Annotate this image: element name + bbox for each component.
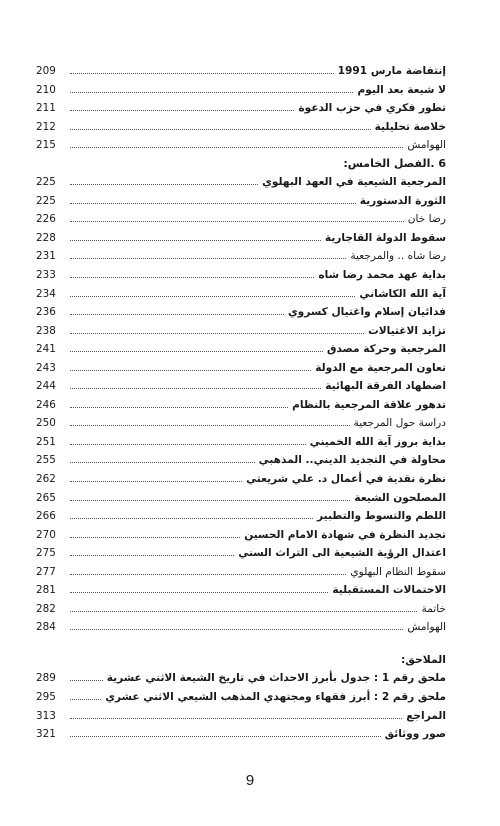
dot-leader	[70, 388, 321, 389]
toc-entry-page: 284	[36, 621, 56, 634]
toc-entry-page: 228	[36, 231, 56, 244]
spacer	[36, 637, 446, 651]
toc-entry	[36, 266, 446, 285]
toc-entry-title: سقوط النظام البهلوي	[350, 565, 446, 578]
dot-leader	[70, 221, 404, 222]
chapter-heading: 6 .الفصل الخامس:	[343, 156, 446, 170]
toc-entry-title: سقوط الدولة القاجارية	[324, 231, 446, 244]
toc-entry-page: 251	[36, 435, 56, 448]
dot-leader	[70, 592, 328, 593]
toc-entry-title: بداية بروز آية الله الخميني	[309, 435, 446, 448]
toc-entry-title: المصلحون الشيعة	[354, 491, 446, 504]
dot-leader	[70, 370, 311, 371]
toc-entry-page: 282	[36, 602, 56, 615]
dot-leader	[70, 184, 258, 185]
dot-leader	[70, 611, 417, 612]
toc-entry-page: 226	[36, 213, 56, 226]
dot-leader	[70, 203, 356, 204]
toc-entry	[36, 544, 446, 563]
toc-entry-page: 236	[36, 306, 56, 319]
toc-entry	[36, 451, 446, 470]
dot-leader	[70, 407, 288, 408]
toc-entry	[36, 192, 446, 211]
toc-entry-page: 270	[36, 528, 56, 541]
toc-entry-title: صور ووثائق	[384, 728, 446, 741]
toc-entry	[36, 600, 446, 619]
toc-entry	[36, 669, 446, 688]
toc-entry	[36, 526, 446, 545]
dot-leader	[70, 574, 346, 575]
toc-entry	[36, 507, 446, 526]
toc-entry	[36, 359, 446, 378]
toc-entry-page: 231	[36, 250, 56, 263]
toc-entry	[36, 414, 446, 433]
toc-entry-title: رضا خان	[407, 213, 446, 226]
toc-entry	[36, 377, 446, 396]
toc-entry-page: 234	[36, 287, 56, 300]
toc-entry-title: إنتفاضة مارس 1991	[337, 65, 446, 77]
dot-leader	[70, 258, 346, 259]
toc-entry	[36, 99, 446, 118]
dot-leader	[70, 629, 403, 630]
toc-entry	[36, 688, 446, 707]
dot-leader	[70, 351, 323, 352]
toc-entry-title: آية الله الكاشاني	[359, 287, 446, 300]
dot-leader	[70, 555, 234, 556]
toc-entry-page: 212	[36, 120, 56, 133]
toc-entry-page: 246	[36, 398, 56, 411]
toc-entry-page: 225	[36, 194, 56, 207]
toc-entry-title: الثورة الدستورية	[359, 194, 446, 207]
toc-entry-title: الهوامش	[407, 621, 446, 634]
toc-entry-title: نظرة نقدية في أعمال د. علي شريعتي	[246, 473, 446, 486]
dot-leader	[70, 680, 103, 681]
toc-entry	[36, 581, 446, 600]
toc-entry	[36, 396, 446, 415]
table-of-contents	[36, 62, 446, 744]
toc-entry-title: تطور فكري في حزب الدعوة	[298, 102, 446, 115]
toc-entry-title: محاولة في التجديد الديني.. المذهبي	[258, 454, 446, 467]
toc-entry-title: خلاصة تحليلية	[374, 120, 446, 133]
toc-entry-title: الهوامش	[407, 139, 446, 152]
dot-leader	[70, 296, 355, 297]
toc-entry	[36, 229, 446, 248]
toc-entry-page: 262	[36, 473, 56, 486]
toc-entry-page: 281	[36, 584, 56, 597]
dot-leader	[70, 537, 240, 538]
toc-group-chapter-five	[36, 173, 446, 637]
toc-entry-page: 238	[36, 324, 56, 337]
dot-leader	[70, 277, 314, 278]
toc-entry-title: تجديد النظرة في شهادة الامام الحسين	[244, 528, 446, 541]
toc-entry-title: فدائيان إسلام واغتيال كسروي	[287, 306, 446, 319]
toc-entry-title: المرجعية وحركة مصدق	[326, 343, 446, 356]
toc-entry-page: 289	[36, 672, 56, 685]
toc-entry	[36, 433, 446, 452]
toc-entry-title: المرجعية الشيعية في العهد البهلوي	[262, 176, 446, 189]
dot-leader	[70, 518, 313, 519]
toc-entry-page: 210	[36, 83, 56, 96]
dot-leader	[70, 314, 284, 315]
dot-leader	[70, 129, 371, 130]
toc-entry-page: 295	[36, 691, 56, 703]
toc-entry-title: اللطم والتسوط والتطبير	[317, 510, 446, 523]
appendix-heading: الملاحق:	[400, 652, 446, 666]
page-number: 9	[245, 772, 255, 789]
toc-entry-page: 277	[36, 565, 56, 578]
dot-leader	[70, 73, 334, 74]
toc-entry-page: 244	[36, 380, 56, 393]
toc-entry	[36, 618, 446, 637]
toc-entry	[36, 210, 446, 229]
dot-leader	[70, 444, 306, 445]
toc-entry-page: 209	[36, 65, 56, 77]
toc-entry	[36, 247, 446, 266]
toc-entry	[36, 707, 446, 726]
dot-leader	[70, 92, 353, 93]
toc-group-previous-chapter	[36, 62, 446, 155]
dot-leader	[70, 500, 350, 501]
toc-entry-title: لا شيعة بعد اليوم	[357, 83, 446, 96]
toc-entry	[36, 322, 446, 341]
dot-leader	[70, 425, 350, 426]
toc-entry-page: 255	[36, 454, 56, 467]
dot-leader	[70, 240, 321, 241]
toc-entry-page: 265	[36, 491, 56, 504]
toc-entry	[36, 136, 446, 155]
toc-entry-title: خاتمة	[421, 602, 446, 615]
toc-entry-page: 250	[36, 417, 56, 430]
toc-entry-title: تدهور علاقة المرجعية بالنظام	[292, 398, 446, 411]
toc-entry-title: اعتدال الرؤية الشيعية الى التراث السني	[238, 547, 446, 560]
toc-entry-page: 266	[36, 510, 56, 523]
toc-entry-page: 241	[36, 343, 56, 356]
toc-entry-title: اضطهاد الفرقة البهائية	[325, 380, 446, 393]
toc-entry	[36, 563, 446, 582]
toc-entry-page: 225	[36, 176, 56, 189]
dot-leader	[70, 481, 242, 482]
dot-leader	[70, 462, 255, 463]
toc-entry-title: تعاون المرجعية مع الدولة	[315, 361, 446, 374]
toc-entry-page: 321	[36, 728, 56, 741]
toc-entry-page: 233	[36, 269, 56, 282]
toc-entry	[36, 470, 446, 489]
toc-entry-title: الاحتمالات المستقبلية	[332, 584, 446, 597]
toc-entry-title: رضا شاه .. والمرجعية	[350, 250, 446, 263]
toc-entry	[36, 340, 446, 359]
toc-entry	[36, 62, 446, 81]
toc-entry-title: ملحق رقم 2 : أبرز فقهاء ومجتهدي المذهب الشيعي الاثني عشري	[105, 691, 446, 703]
toc-group-appendices	[36, 669, 446, 743]
dot-leader	[70, 718, 402, 719]
dot-leader	[70, 110, 294, 111]
toc-entry	[36, 118, 446, 137]
toc-entry-page: 215	[36, 139, 56, 152]
toc-entry	[36, 173, 446, 192]
toc-entry-title: تزايد الاغتيالات	[368, 324, 446, 337]
dot-leader	[70, 736, 381, 737]
toc-entry-page: 211	[36, 102, 56, 115]
toc-entry	[36, 489, 446, 508]
toc-entry-page: 275	[36, 547, 56, 560]
dot-leader	[70, 699, 101, 700]
toc-entry-title: ملحق رقم 1 : جدول بأبرز الاحداث في تاريخ الشيعة الاثني عشرية	[106, 672, 446, 685]
toc-entry-page: 313	[36, 709, 56, 722]
toc-entry-page: 243	[36, 361, 56, 374]
toc-entry-title: بداية عهد محمد رضا شاه	[318, 269, 446, 282]
toc-entry	[36, 285, 446, 304]
dot-leader	[70, 333, 364, 334]
toc-entry-title: المراجع	[406, 709, 446, 722]
toc-entry	[36, 81, 446, 100]
toc-entry	[36, 303, 446, 322]
dot-leader	[70, 147, 403, 148]
toc-entry	[36, 725, 446, 744]
toc-entry-title: دراسة حول المرجعية	[353, 417, 446, 430]
